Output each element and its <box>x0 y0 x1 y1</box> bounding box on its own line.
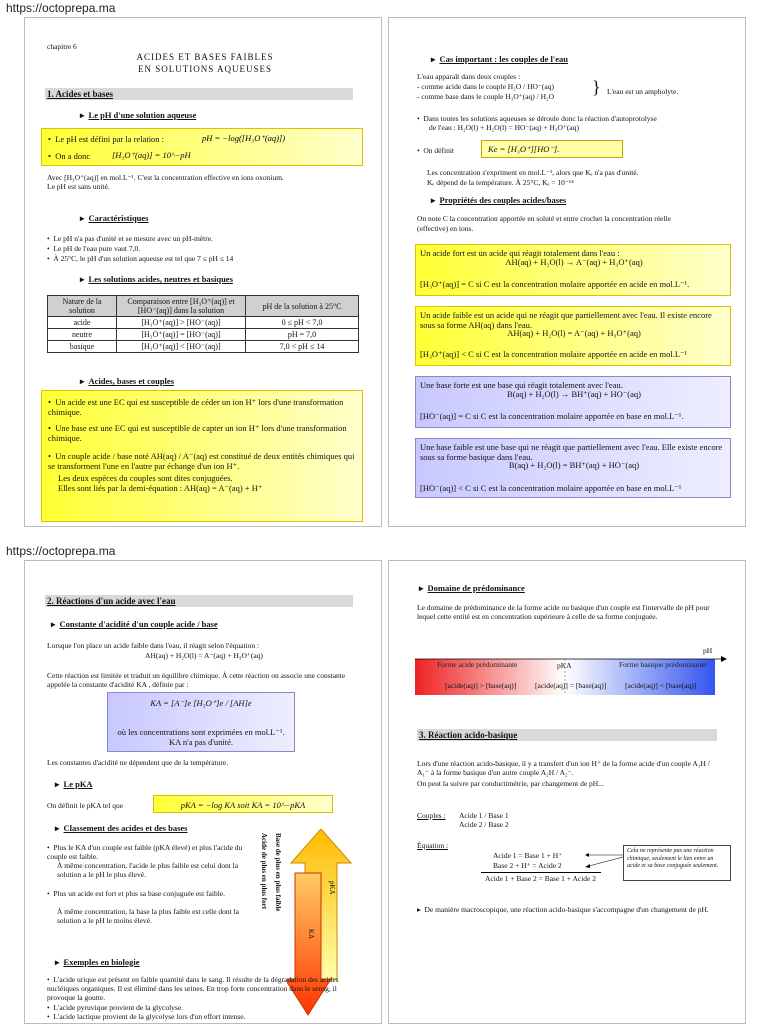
ampholyte-text: L'eau est un ampholyte. <box>607 87 679 96</box>
macroscopique-text: ▸ De manière macroscopique, une réaction acido-basique s'accompagne d'un changement de pH. <box>417 905 709 914</box>
classement-item-2b: À même concentration, la base la plus faible est celle dont la solution a le pH le moins élevé. <box>57 907 240 925</box>
pka-definition-text: On définit le pKA tel que <box>47 801 124 810</box>
ph-definition-box <box>41 128 363 166</box>
page-1 <box>24 17 382 527</box>
subheading-ph: ▸ Le pH d'une solution aqueuse <box>80 110 197 120</box>
biologie-item-1: • L'acide urique est présent en faible quantité dans le sang. Il résulte de la dégradation des acides nucléiques organiques. Il est éliminé dans les urines. En trop forte concentration dans le sensg, il provoque la goutte. <box>47 975 339 1002</box>
table-header-nature: Nature de la solution <box>48 296 117 317</box>
ka-note-2: KA n'a pas d'unité. <box>169 737 233 747</box>
equation-label: Équation : <box>417 841 449 850</box>
ph-axis-label: pH <box>703 646 713 655</box>
note-box <box>623 845 731 881</box>
eau-text-2: - comme acide dans le couple H₂O / HO⁻(aq) <box>417 82 554 91</box>
carac-item-1: • Le pH n'a pas d'unité et se mesure avec un pH-mètre. <box>47 234 213 243</box>
weak-acid-box <box>415 306 731 366</box>
note-arrowhead-1 <box>585 853 589 857</box>
table-row <box>48 317 359 329</box>
equation-line-1: Acide 1 = Base 1 + H⁺ <box>493 851 563 860</box>
table-row <box>48 329 359 341</box>
equation-line-3: Acide 1 + Base 2 = Base 1 + Acide 2 <box>485 874 596 883</box>
table-cell: acide <box>48 317 117 329</box>
couple-definition: • Un couple acide / base noté AH(aq) / A⁻(aq) est constitué de deux entités chimiques qui se transforment l'une en l'autre par échange d'un ion H⁺. <box>48 451 355 471</box>
eau-text-1: L'eau apparaît dans deux couples : <box>417 72 521 81</box>
acido-basique-text: Lors d'une réaction acido-basique, il y a transfert d'un ion H⁺ de la forme acide d'un couple A₁H / A₁⁻ à la forme basique d'un autre couple A₂H / A₂⁻. <box>417 759 710 777</box>
strong-acid-equation: AH(aq) + H₂O(l) → A⁻(aq) + H₃O⁺(aq) <box>505 257 643 267</box>
table-header-comparaison: Comparaison entre [H₃O⁺(aq)] et [HO⁻(aq)] dans la solution <box>117 296 246 317</box>
strong-base-def: Une base forte est une base qui réagit totalement avec l'eau. <box>420 380 623 390</box>
subheading-couples-eau: ▸ Cas important : les couples de l'eau <box>431 54 568 64</box>
arrow-label-base: Base de plus en plus faible <box>274 833 282 912</box>
arrow-label-pka: pKA <box>328 881 336 895</box>
solutions-table <box>47 295 359 353</box>
ka-formula: KA = [A⁻]e [H₃O⁺]e / [AH]e <box>150 698 252 708</box>
ka-definition-box <box>107 692 295 752</box>
arrow-label-acide: Acide de plus en plus fort <box>260 833 268 910</box>
strong-base-concentration: [HO⁻(aq)] = C si C est la concentration molaire apportée en base en mol.L⁻¹. <box>420 411 684 421</box>
acido-basique-suivi: On peut la suivre par conductimétrie, par changement de pH... <box>417 779 604 788</box>
ph-formula-2: [H₃O⁺(aq)] = 10^−pH <box>112 150 191 160</box>
subheading-caracteristiques: ▸ Caractéristiques <box>80 213 149 223</box>
cette-reaction-text: Cette réaction est limitée et traduit un équilibre chimique. À cette réaction on associe une constante appelée la constante d'acidité KA , définie par : <box>47 671 346 689</box>
equation-line-2: Base 2 + H⁺ = Acide 2 <box>493 861 562 870</box>
weak-base-box <box>415 438 731 498</box>
note-c-2: (effective) en ions. <box>417 224 474 233</box>
table-cell: 0 ≤ pH < 7,0 <box>246 317 359 329</box>
table-row <box>48 341 359 353</box>
base-predominant-label: Forme basique prédominante <box>619 660 707 669</box>
classement-item-1: • Plus le KA d'un couple est faible (pKA élevé) et plus l'acide du couple est faible. <box>47 843 243 861</box>
ke-box <box>481 140 623 158</box>
couple-2: Acide 2 / Base 2 <box>459 820 509 829</box>
classement-item-2: • Plus un acide est fort et plus sa base conjuguée est faible. <box>47 889 226 898</box>
note-arrows <box>585 849 625 873</box>
subheading-proprietes: ▸ Propriétés des couples acides/bases <box>431 195 567 205</box>
section-3-heading: 3. Réaction acido-basique <box>417 729 717 741</box>
table-header-ph: pH de la solution à 25°C <box>246 296 359 317</box>
autoprotolyse-2: de l'eau : H₂O(l) + H₂O(l) = HO⁻(aq) + H₃O⁺(aq) <box>429 123 579 132</box>
note-arrow-2 <box>589 857 623 866</box>
ke-note-2: Kₑ dépend de la température. À 25°C, Kₑ = 10⁻¹⁴ <box>427 178 574 187</box>
acid-base-definition-box <box>41 390 363 522</box>
subheading-pka: ▸ Le pKA <box>55 779 93 789</box>
strong-base-equation: B(aq) + H₂O(l) → BH⁺(aq) + HO⁻(aq) <box>507 389 641 399</box>
classement-item-1b: À même concentration, l'acide le plus faible est celui dont la solution a le pH le plus élevé. <box>57 861 239 879</box>
weak-acid-concentration: [H₃O⁺(aq)] < C si C est la concentration molaire apportée en acide en mol.L⁻¹ <box>420 349 688 359</box>
page-title-line2: EN SOLUTIONS AQUEUSES <box>137 64 272 74</box>
ph-axis-arrowhead <box>721 656 727 662</box>
subheading-solutions: ▸ Les solutions acides, neutres et basiques <box>80 274 233 284</box>
table-cell: pH = 7,0 <box>246 329 359 341</box>
ph-note-1: Avec [H₃O⁺(aq)] en mol.L⁻¹. C'est la concentration effective en ions oxonium. <box>47 173 284 182</box>
source-url-middle[interactable]: https://octoprepa.ma <box>6 544 116 558</box>
page-4 <box>388 560 746 1024</box>
ke-formula: Ke = [H₃O⁺][HO⁻]. <box>488 144 560 154</box>
strong-acid-def: Un acide fort est un acide qui réagit totalement dans l'eau : <box>420 248 620 258</box>
table-cell: [H₃O⁺(aq)] > [HO⁻(aq)] <box>117 317 246 329</box>
arrow-label-ka: KA <box>307 929 315 940</box>
subheading-constante: ▸ Constante d'acidité d'un couple acide / base <box>51 619 218 629</box>
ph-note-2: Le pH est sans unité. <box>47 182 110 191</box>
strong-acid-box <box>415 244 731 296</box>
acid-predominant-label: Forme acide prédominante <box>437 660 518 669</box>
ph-donc-text: • On a donc <box>48 151 91 161</box>
ph-formula: pH = −log([H₃O⁺(aq)]) <box>202 133 286 143</box>
equation-divider <box>481 872 601 873</box>
table-cell: [H₃O⁺(aq)] = [HO⁻(aq)] <box>117 329 246 341</box>
subheading-acides-bases: ▸ Acides, bases et couples <box>80 376 175 386</box>
couple-1: Acide 1 / Base 1 <box>459 811 509 820</box>
weak-base-concentration: [HO⁻(aq)] < C si C est la concentration molaire apportée en base en mol.L⁻¹ <box>420 483 682 493</box>
ka-note-1: où les concentrations sont exprimées en mol.L⁻¹. <box>117 727 285 737</box>
weak-base-def: Une base faible est une base qui ne réagit que partiellement avec l'eau. Elle existe encore sous sa forme basique dans l'eau. <box>420 442 723 462</box>
subheading-biologie: ▸ Exemples en biologie <box>55 957 140 967</box>
weak-acid-def: Un acide faible est un acide qui ne réagit que partiellement avec l'eau. Il existe encore sous sa forme AH(aq) dans l'eau. <box>420 310 712 330</box>
acid-eq-base-label: [acide(aq)] = [base(aq)] <box>535 681 607 690</box>
weak-base-equation: B(aq) + H₂O(l) = BH⁺(aq) + HO⁻(aq) <box>508 460 640 470</box>
carac-item-2: • Le pH de l'eau pure vaut 7,0. <box>47 244 141 253</box>
note-box-text: Cela ne représente pas une réaction chimique, seulement le lien entre un acide et sa base conjuguée seulement. <box>627 848 719 869</box>
ph-definition-text: • Le pH est défini par la relation : <box>48 134 165 144</box>
ka-temperature-note: Les constantes d'acidité ne dépendent que de la température. <box>47 758 229 767</box>
acid-gt-base-label: [acide(aq)] > [base(aq)] <box>445 681 517 690</box>
ondefinit-label: • On définit <box>417 146 455 155</box>
lorsque-text: Lorsque l'on place un acide faible dans l'eau, il réagit selon l'équation : <box>47 641 260 650</box>
carac-item-3: • À 25°C, le pH d'un solution aqueuse est tel que 7 ≤ pH ≤ 14 <box>47 254 234 263</box>
predominance-text: Le domaine de prédominance de la forme acide ou basique d'un couple est l'intervalle de pH pour lequel cette entité est en concentration supérieure à celle de sa forme conjuguée. <box>417 603 710 621</box>
page-2 <box>388 17 746 527</box>
predominance-diagram <box>415 651 727 697</box>
weak-acid-equation: AH(aq) + H₂O(l) = A⁻(aq) + H₃O⁺(aq) <box>507 328 641 338</box>
table-cell: neutre <box>48 329 117 341</box>
source-url-top[interactable]: https://octoprepa.ma <box>6 1 116 15</box>
strong-base-box <box>415 376 731 428</box>
acid-definition: • Un acide est une EC qui est susceptible de céder un ion H⁺ lors d'une transformation chimique. <box>48 397 344 417</box>
couple-demi-equation: Elles sont liés par la demi-équation : AH(aq) = A⁻(aq) + H⁺ <box>58 483 263 493</box>
couple-conjuguees: Les deux espèces du couples sont dites conjuguées. <box>58 473 233 483</box>
table-cell: 7,0 < pH ≤ 14 <box>246 341 359 353</box>
strong-acid-concentration: [H₃O⁺(aq)] = C si C est la concentration molaire apportée en acide en mol.L⁻¹. <box>420 279 690 289</box>
eau-text-3: - comme base dans le couple H₃O⁺(aq) / H₂O <box>417 92 555 101</box>
page-title-line1: ACIDES ET BASES FAIBLES <box>136 52 274 62</box>
note-arrowhead-2 <box>585 864 590 868</box>
base-definition: • Une base est une EC qui est susceptible de capter un ion H⁺ lors d'une transformation chimique. <box>48 423 347 443</box>
biologie-item-3: • L'acide lactique provient de la glycolyse lors d'un effort intense. <box>47 1012 246 1021</box>
section-2-heading: 2. Réactions d'un acide avec l'eau <box>45 595 353 607</box>
subheading-classement: ▸ Classement des acides et des bases <box>55 823 188 833</box>
page-3 <box>24 560 382 1024</box>
ke-note-1: Les concentration s'expriment en mol.L⁻¹, alors que Kₑ n'a pas d'unité. <box>427 168 639 177</box>
chapter-label: chapitre 6 <box>47 42 77 51</box>
biologie-item-2: • L'acide pyruvique provient de la glycolyse. <box>47 1003 184 1012</box>
pka-formula: pKA = −log KA soit KA = 10^−pKA <box>180 800 306 810</box>
subheading-predominance: ▸ Domaine de prédominance <box>419 583 525 593</box>
acid-water-equation: AH(aq) + H₂O(l) = A⁻(aq) + H₃O⁺(aq) <box>145 651 263 660</box>
pka-formula-box <box>153 795 333 813</box>
table-cell: basique <box>48 341 117 353</box>
note-c-1: On note C la concentration apportée en soluté et entre crochet la concentration réelle <box>417 214 671 223</box>
autoprotolyse-1: • Dans toutes les solutions aqueuses se déroule donc la réaction d'autoprotolyse <box>417 114 657 123</box>
section-1-heading: 1. Acides et bases <box>45 88 353 100</box>
couples-label: Couples : <box>417 811 446 820</box>
brace-icon: } <box>592 77 601 97</box>
pka-marker-label: pKA <box>557 661 572 670</box>
acid-lt-base-label: [acide(aq)] < [base(aq)] <box>625 681 697 690</box>
table-cell: [H₃O⁺(aq)] < [HO⁻(aq)] <box>117 341 246 353</box>
